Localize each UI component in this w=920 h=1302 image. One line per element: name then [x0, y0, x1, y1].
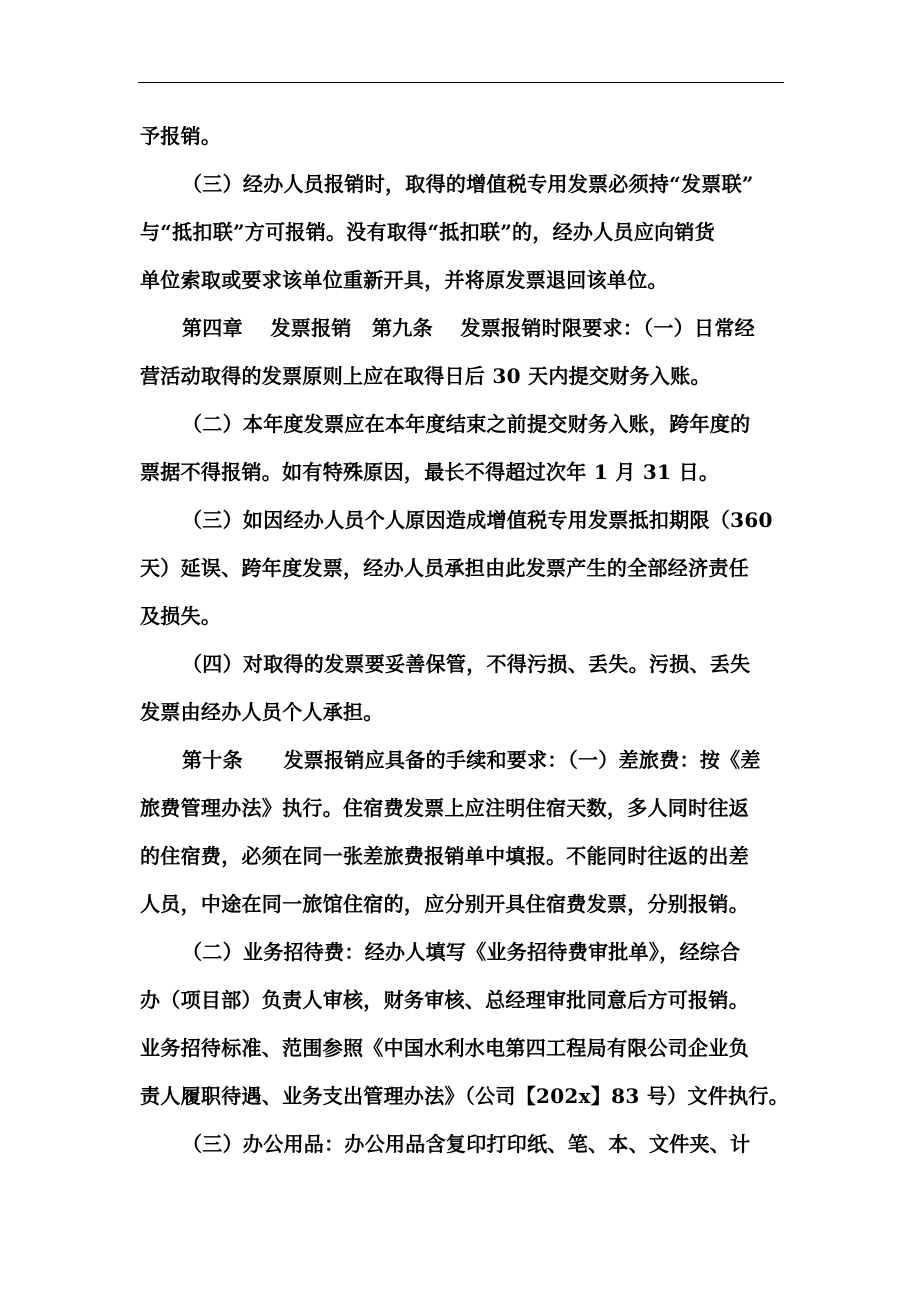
- text-line: （二）本年度发票应在本年度结束之前提交财务入账，跨年度的: [182, 412, 751, 436]
- text-line: （三）办公用品：办公用品含复印打印纸、笔、本、文件夹、计: [182, 1132, 751, 1156]
- text-line: （四）对取得的发票要妥善保管，不得污损、丢失。污损、丢失: [182, 652, 751, 676]
- text-line: （三）经办人员报销时，取得的增值税专用发票必须持“发票联”: [182, 172, 754, 196]
- document-body: [140, 112, 792, 1168]
- text-line: （三）如因经办人员个人原因造成增值税专用发票抵扣期限（360: [182, 508, 773, 532]
- header-rule: [138, 82, 784, 83]
- text-line: 业务招待标准、范围参照《中国水利水电第四工程局有限公司企业负: [140, 1036, 749, 1060]
- text-line: 天）延误、跨年度发票，经办人员承担由此发票产生的全部经济责任: [140, 556, 749, 580]
- text-line: 票据不得报销。如有特殊原因，最长不得超过次年 1 月 31 日。: [140, 460, 720, 484]
- text-line: 第十条 发票报销应具备的手续和要求：（一）差旅费：按《差: [182, 748, 761, 772]
- text-line: 的住宿费，必须在同一张差旅费报销单中填报。不能同时往返的出差: [140, 844, 749, 868]
- text-line: 办（项目部）负责人审核，财务审核、总经理审批同意后方可报销。: [140, 988, 749, 1012]
- text-line: 营活动取得的发票原则上应在取得日后 30 天内提交财务入账。: [140, 364, 711, 388]
- text-line: 单位索取或要求该单位重新开具，并将原发票退回该单位。: [140, 268, 668, 292]
- text-line: 第四章 发票报销 第九条 发票报销时限要求：（一）日常经: [182, 316, 755, 340]
- text-line: 及损失。: [140, 604, 222, 628]
- text-line: 人员，中途在同一旅馆住宿的，应分别开具住宿费发票，分别报销。: [140, 892, 749, 916]
- text-line: （二）业务招待费：经办人填写《业务招待费审批单》，经综合: [182, 940, 741, 964]
- text-line: 与“抵扣联”方可报销。没有取得“抵扣联”的，经办人员应向销货: [140, 220, 716, 244]
- text-line: 予报销。: [140, 124, 222, 148]
- text-line: 责人履职待遇、业务支出管理办法》（公司【202x】83 号）文件执行。: [140, 1084, 789, 1108]
- text-line: 旅费管理办法》执行。住宿费发票上应注明住宿天数，多人同时往返: [140, 796, 749, 820]
- text-line: 发票由经办人员个人承担。: [140, 700, 384, 724]
